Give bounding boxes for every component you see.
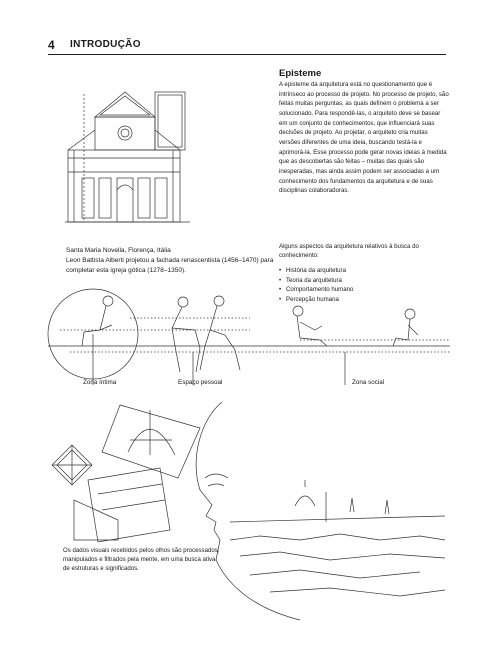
list-item: • Teoria da arquitetura xyxy=(279,276,353,286)
list-intro: Alguns aspectos da arquitetura relativos à busca do conhecimento: xyxy=(279,243,419,260)
proxemics-drawing xyxy=(48,289,450,385)
list-item: • Percepção humana xyxy=(279,295,353,305)
section-title: Episteme xyxy=(279,68,322,79)
list-item: • Comportamento humano xyxy=(279,285,353,295)
plan-diagram xyxy=(52,445,92,485)
perception-drawing xyxy=(52,402,445,620)
zone-label-social: Zona social xyxy=(352,379,385,386)
church-facade-drawing xyxy=(65,92,190,222)
page-number: 4 xyxy=(48,38,55,52)
zone-label-personal: Espaço pessoal xyxy=(178,379,223,386)
figure3-caption: Os dados visuais recebidos pelos olhos são processados, manipulados e filtrados pela mente, em uma busca ativa de estruturas e significados. xyxy=(63,547,220,573)
list-item: • História da arquitetura xyxy=(279,266,353,276)
florence-skyline xyxy=(230,480,445,596)
caption-place: Santa Maria Novella, Florença, Itália xyxy=(66,247,171,254)
zone-label-intimate: Zona íntima xyxy=(83,379,117,386)
figure1-caption xyxy=(66,246,276,275)
chapter-title: INTRODUÇÃO xyxy=(70,39,141,50)
caption-description: Leon Battista Alberti projetou a fachada renascentista (1456–1470) para completar esta igreja gótica (1278–1350). xyxy=(66,256,274,274)
paragraph-text: A episteme da arquitetura está no questionamento que é intrínseco ao processo de projeto. No processo de projeto, são feitas muitas perguntas, as quais definem o problema a ser solucionado. Para respondê-las, o arquiteto deve se basear em um conjunto de conhecimentos, que influenciará suas decisões de projeto. Ao projetar, o arquiteto cria muitas versões diferentes de uma ideia, buscando testá-la e aprimorá-la. Esse processo pode gerar novas ideias à medida que as descobertas são feitas – muitas das quais são inesperadas, mas ainda assim podem ser associadas a um conhecimento dos fundamentos da arquitetura e de suas disciplinas colaboradoras. xyxy=(279,81,449,195)
